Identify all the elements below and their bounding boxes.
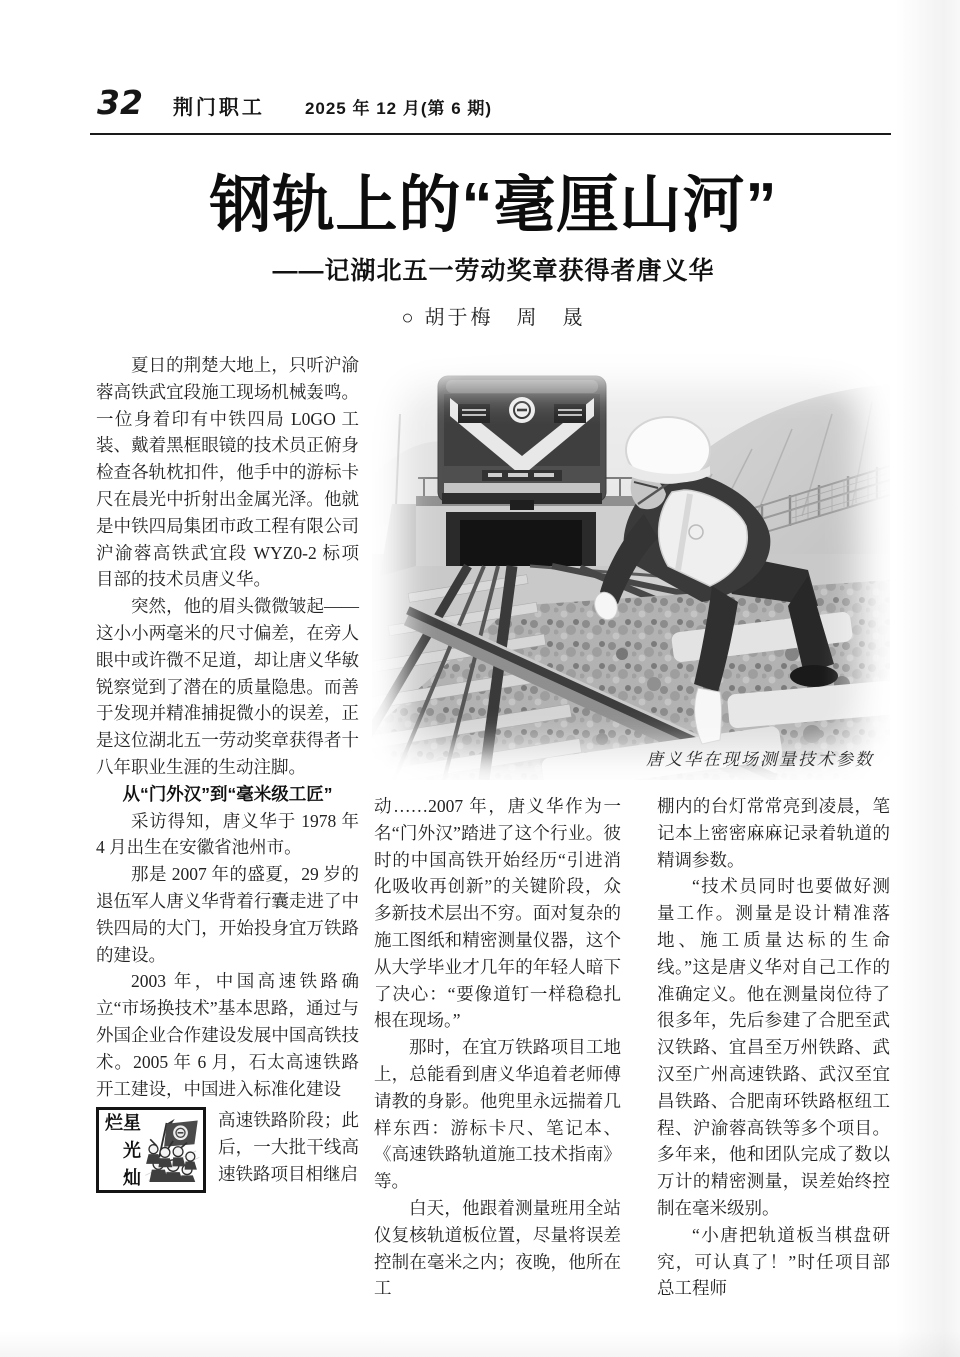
paragraph: 那是 2007 年的盛夏，29 岁的退伍军人唐义华背着行囊走进了中铁四局的大门，开始投身宜万铁路的建设。 — [96, 864, 359, 965]
article-subtitle: ——记湖北五一劳动奖章获得者唐义华 — [272, 257, 715, 286]
railway-worker-photo-illustration — [372, 354, 890, 780]
article-title: 钢轨上的“毫厘山河” — [209, 171, 778, 240]
photo-caption: 唐义华在现场测量技术参数 — [646, 750, 874, 769]
issue-date: 2025 年 12 月(第 6 期) — [304, 99, 493, 118]
header-rule — [90, 133, 891, 135]
section-heading: 从“门外汉”到“毫米级工匠” — [122, 783, 333, 804]
scan-edge-shadow-right — [896, 0, 960, 1357]
page-number: 32 — [97, 83, 143, 122]
paragraph: 那时，在宜万铁路项目工地上，总能看到唐义华追着老师傅请教的身影。他兜里永远揣着几样东西：游标卡尺、笔记本、《高速铁路轨道施工技术指南》等。 — [374, 1037, 621, 1192]
stamp-label: 星光灿烂 — [103, 1113, 141, 1188]
paragraph: “技术员同时也要做好测量工作。测量是设计精准落地、施工质量达标的生命线。”这是唐义华对自己工作的准确定义。他在测量岗位待了很多年，先后参建了合肥至武汉铁路、宜昌至万州铁路、武汉至广州高速铁路、武汉至宜昌铁路、合肥南环铁路枢纽工程、沪渝蓉高铁等多个项目。多年来，他和团队完成了数以万计的精密测量，误差始终控制在毫米级别。 — [657, 876, 890, 1218]
paragraph: 高速铁路阶段；此后，一大批干线高速铁路项目相继启 — [218, 1110, 359, 1184]
publication-name: 荆门职工 — [172, 97, 265, 119]
paragraph: 动……2007 年，唐义华作为一名“门外汉”踏进了这个行业。彼时的中国高铁开始经历“引进消化吸收再创新”的关键阶段，众多新技术层出不穷。面对复杂的施工图纸和精密测量仪器，这个从大学毕业才几年的年轻人暗下了决心：“要像道钉一样稳稳扎根在现场。” — [374, 796, 621, 1031]
crowd-flag-illustration — [142, 1113, 201, 1187]
paragraph: 夏日的荆楚大地上，只听沪渝蓉高铁武宜段施工现场机械轰鸣。一位身着印有中铁四局 L0GO 工装、戴着黑框眼镜的技术员正俯身检查各轨枕扣件，他手中的游标卡尺在晨光中折射出金属光泽。他就是中铁四局集团市政工程有限公司沪渝蓉高铁武宜段 WYZ0-2 标项目部的技术员唐义华。 — [96, 355, 359, 590]
article-photo — [372, 354, 890, 780]
page-header — [97, 83, 493, 122]
left-column — [96, 352, 359, 1193]
right-column — [657, 793, 890, 1302]
paragraph: 突然，他的眉头微微皱起——这小小两毫米的尺寸偏差，在旁人眼中或许微不足道，却让唐义华敏锐察觉到了潜在的质量隐患。而善于发现并精准捕捉微小的误差，正是这位湖北五一劳动奖章获得者十八年职业生涯的生动注脚。 — [96, 596, 359, 777]
paragraph: 2003 年，中国高速铁路确立“市场换技术”基本思路，通过与外国企业合作建设发展中国高铁技术。2005 年 6 月，石太高速铁路开工建设，中国进入标准化建设 — [96, 971, 359, 1099]
article-byline: ○ 胡于梅 周 晟 — [401, 307, 586, 330]
paragraph: 采访得知，唐义华于 1978 年 4 月出生在安徽省池州市。 — [96, 810, 359, 858]
paragraph: “小唐把轨道板当棋盘研究，可认真了！”时任项目部总工程师 — [657, 1224, 890, 1299]
scan-edge-shadow-bottom — [0, 1331, 960, 1357]
title-block — [96, 170, 891, 330]
stamp-wrap-row — [96, 1107, 359, 1193]
middle-column — [374, 793, 621, 1302]
paragraph: 棚内的台灯常常亮到凌晨，笔记本上密密麻麻记录着轨道的精调参数。 — [657, 796, 890, 870]
star-stamp — [96, 1107, 206, 1193]
paragraph: 白天，他跟着测量班用全站仪复核轨道板位置，尽量将误差控制在毫米之内；夜晚，他所在工 — [374, 1197, 621, 1299]
